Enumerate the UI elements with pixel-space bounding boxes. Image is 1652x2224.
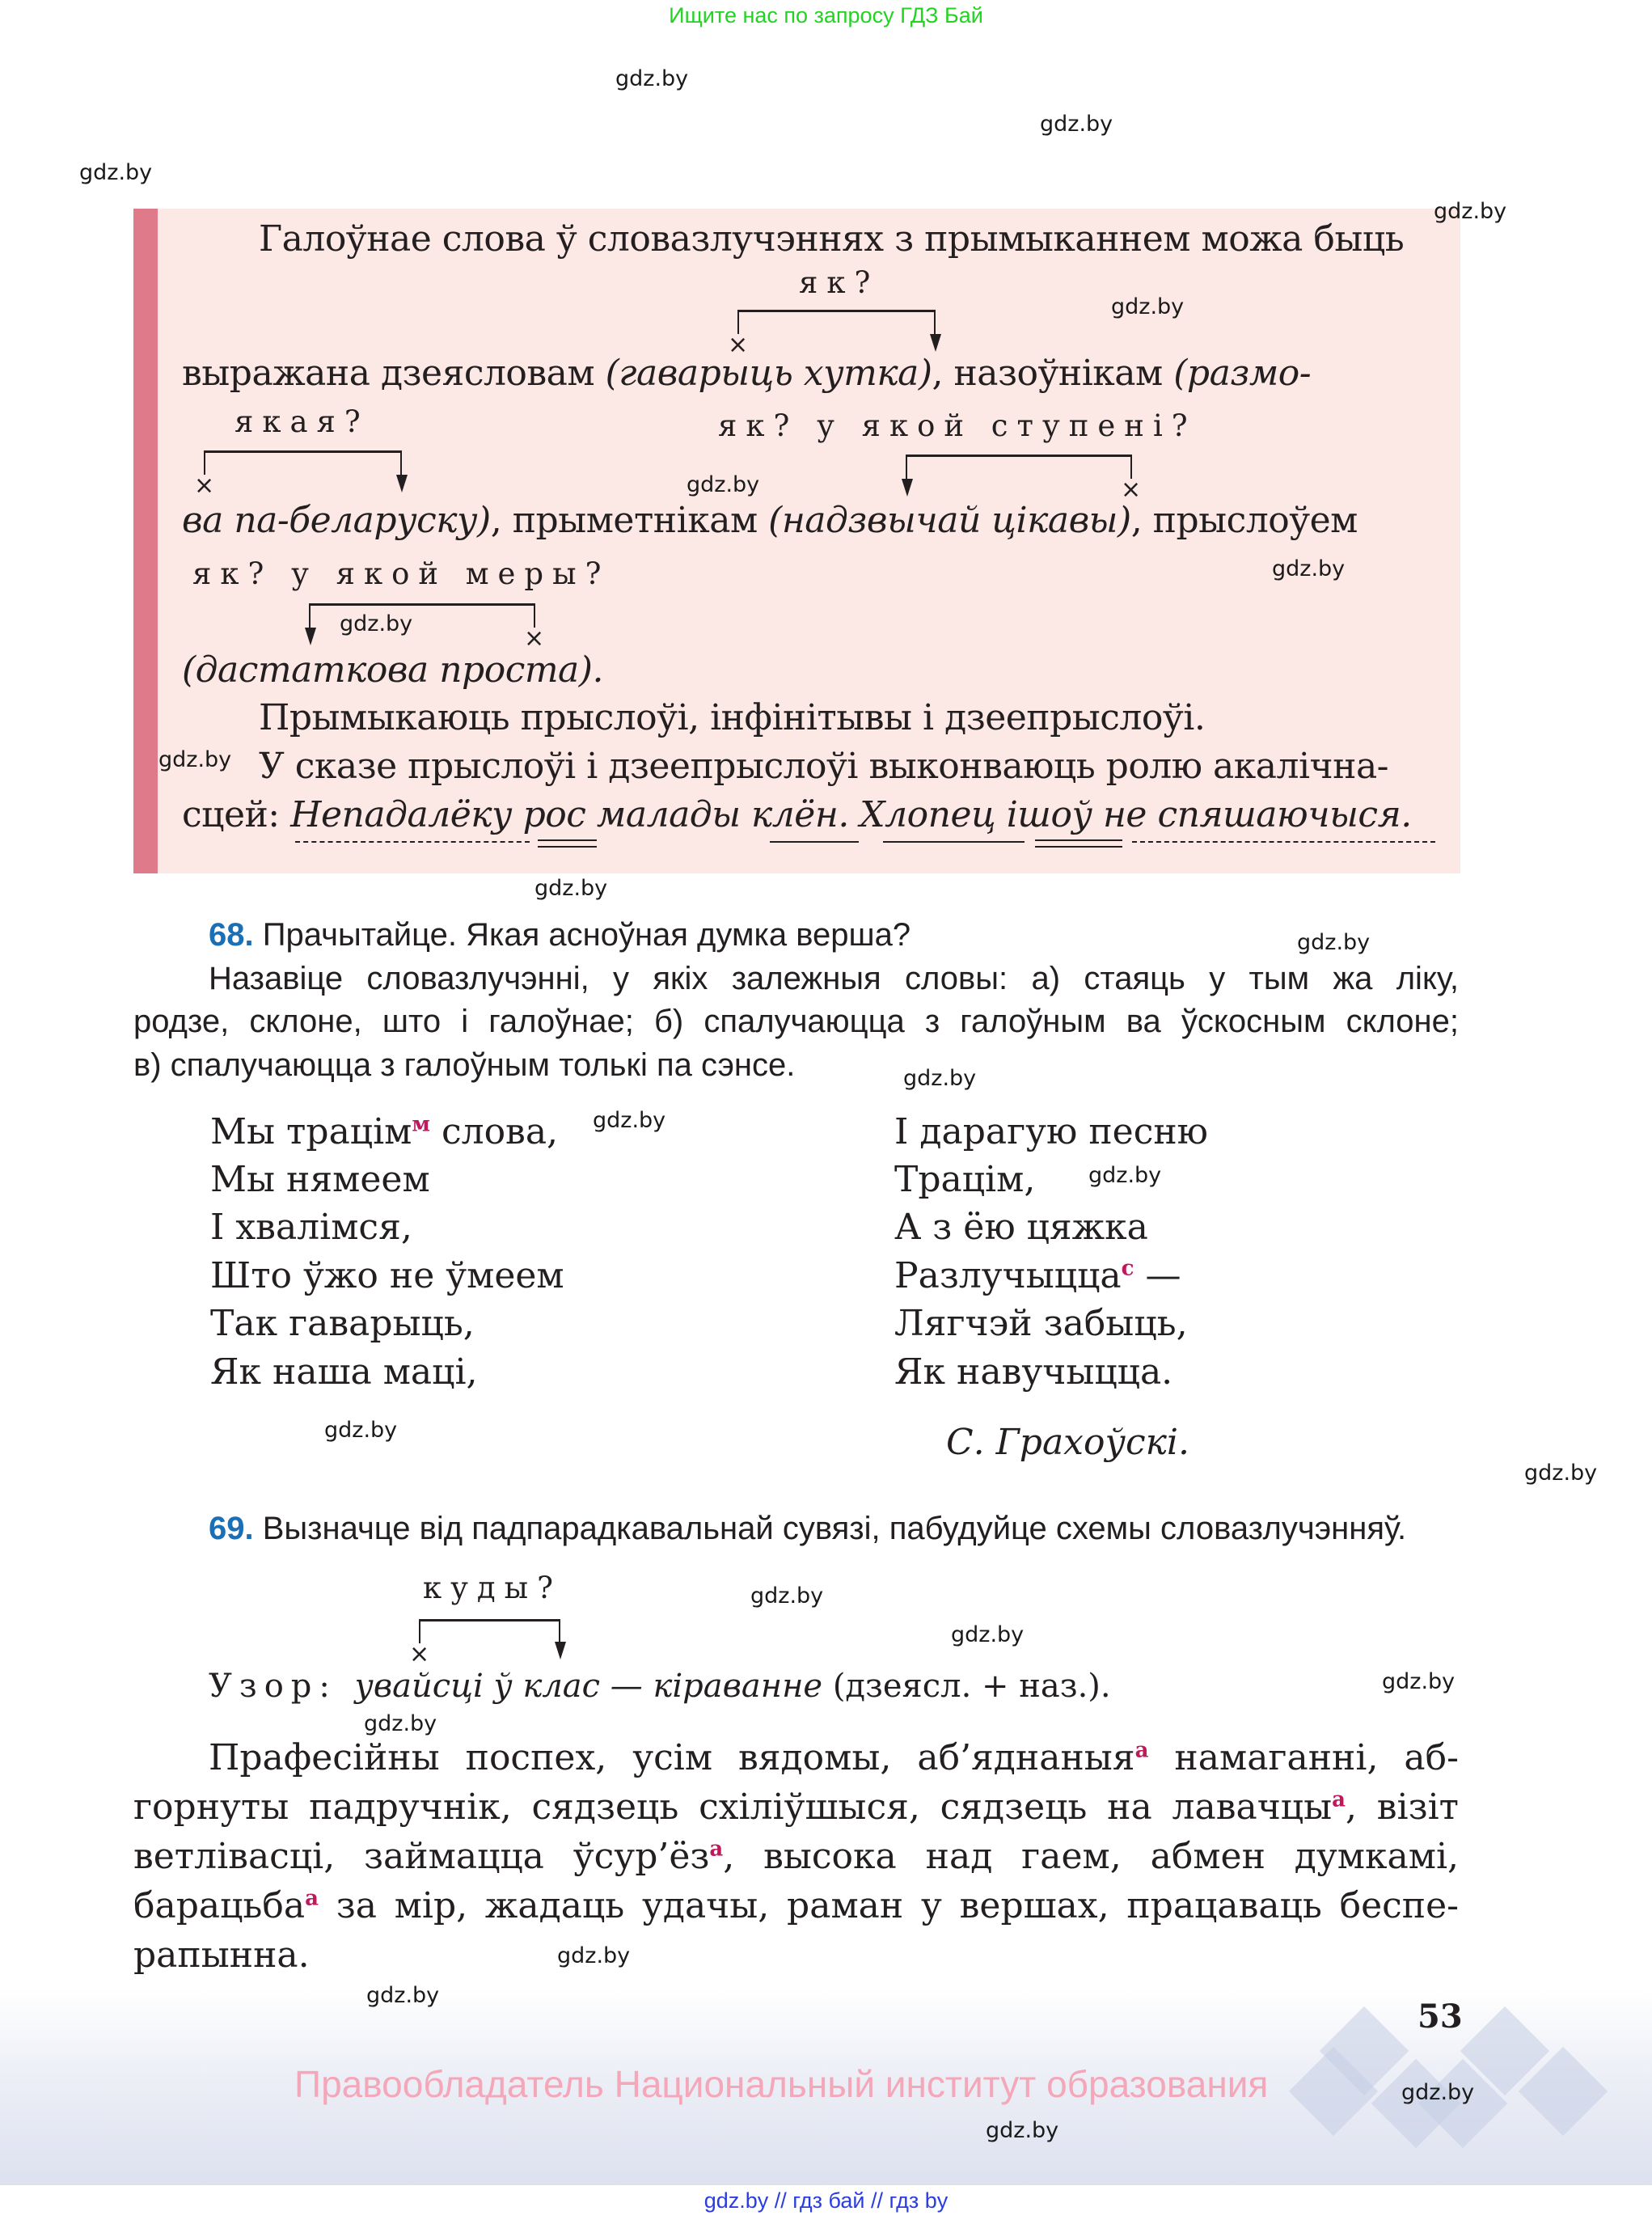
stress-mark: а [1134,1738,1149,1763]
schema-arc [419,1619,560,1621]
arrow-down-icon [305,628,316,645]
watermark: gdz.by [1111,294,1185,319]
watermark: gdz.by [615,66,689,91]
arrow-down-icon [396,475,408,493]
poem-line: Трацім, [894,1159,1036,1200]
example-italic: (надзвычай цікавы) [768,500,1131,541]
poem-line: Так гаварыць, [210,1303,475,1344]
watermark: gdz.by [79,160,153,185]
poem-line [894,1255,1181,1296]
poem-line: Як навучыцца. [894,1351,1173,1393]
poem-line: І дарагую песню [894,1111,1208,1152]
poem-line: Што ўжо не ўмеем [210,1255,564,1296]
watermark: gdz.by [340,611,413,636]
exercise-68-task-line: в) спалучаюцца з галоўным толькі па сэнсе. [133,1047,796,1083]
watermark: gdz.by [324,1418,398,1443]
stress-mark: а [1332,1787,1346,1812]
stress-mark: а [305,1886,319,1911]
question-label: як? [799,265,880,300]
underline-subject [770,841,859,843]
watermark: gdz.by [1297,930,1371,955]
copyright-notice: Правообладатель Национальный институт образования [294,2063,1269,2105]
watermark: gdz.by [903,1066,977,1091]
question-label: куды? [423,1571,562,1605]
question-label: якая? [234,404,370,439]
rule-line-3 [182,500,1358,541]
rule-line-4: (дастаткова проста). [182,649,603,691]
stress-mark: м [412,1112,430,1137]
question-label: як? у якой ступені? [718,408,1197,443]
poem-line: Лягчэй забыць, [894,1303,1188,1344]
text: , візіт [1345,1786,1459,1828]
text: горнуты падручнік, сядзець схіліўшыся, сядзець на лавачцы [133,1786,1333,1828]
sample-italic: увайсці ў клас — кіраванне [354,1668,823,1705]
cross-icon: × [728,331,749,359]
watermark: gdz.by [366,1983,440,2008]
poem-line: І хвалімся, [210,1207,412,1248]
watermark: gdz.by [1434,199,1507,224]
arrow-down-icon [902,479,913,497]
text: , прыметнікам [490,500,769,541]
watermark: gdz.by [986,2118,1059,2143]
example-sentences: Непадалёку рос малады клён. Хлопец ішоў не спяшаючыся. [290,794,1412,835]
rule-line-5: Прымыкаюць прыслоўі, інфінітывы і дзеепрыслоўі. [259,697,1206,738]
underline-adverbial [1132,841,1435,843]
watermark: gdz.by [1401,2080,1475,2105]
underline-predicate [538,839,597,848]
exercise-69-line [133,1885,1459,1926]
rule-line-7 [182,794,1412,835]
example-italic: ва па-беларуску) [182,500,491,541]
exercise-title: Вызначце від падпарадкавальнай сувязі, пабудуйце схемы словазлучэнняў. [262,1511,1407,1546]
text: Мы трацім [210,1111,412,1152]
exercise-69-line [133,1836,1459,1877]
stress-mark: а [709,1837,724,1862]
rule-line-1: Галоўнае слова ў словазлучэннях з прымыканнем можа быць [259,218,1405,260]
poem-line: Мы нямеем [210,1159,430,1200]
exercise-68-task-line: родзе, склоне, што і галоўнае; б) спалучаюцца з галоўным ва ўскосным склоне; [133,1004,1459,1039]
cross-icon: × [1121,476,1142,504]
arrow-down-icon [555,1642,566,1660]
schema-arc [737,310,936,312]
poem-line [210,1111,558,1152]
schema-arc [906,455,1132,457]
cross-icon: × [409,1640,430,1668]
exercise-69-line [133,1786,1459,1828]
text: сцей: [182,794,291,835]
text: , назоўнікам [932,353,1174,394]
watermark: gdz.by [364,1711,437,1736]
exercise-number: 68. [209,917,254,953]
watermark: gdz.by [158,747,232,772]
text: намаганні, аб- [1148,1737,1459,1778]
rule-line-6: У сказе прыслоўі і дзеепрыслоўі выконваюць ролю акалічна- [259,746,1389,787]
text: , прыслоўем [1130,500,1358,541]
example-italic: (гаварыць хутка) [605,353,932,394]
top-banner[interactable]: Ищите нас по запросу ГДЗ Бай [669,3,983,27]
sample-line [209,1668,1111,1705]
poem-author: С. Грахоўскі. [946,1422,1189,1463]
arrow-down-icon [930,334,941,352]
watermark: gdz.by [951,1622,1025,1647]
text: — [1134,1255,1181,1296]
exercise-title: Прачытайце. Якая асноўная думка верша? [262,917,911,953]
text: , высока над гаем, абмен думкамі, [723,1836,1460,1877]
text: выражана дзеясловам [182,353,606,394]
bottom-links[interactable]: gdz.by // гдз бай // гдз by [703,2188,949,2213]
exercise-69-line: рапынна. [133,1934,310,1976]
watermark: gdz.by [687,472,760,497]
text: (дзеясл. + наз.). [822,1668,1111,1705]
watermark: gdz.by [750,1583,824,1609]
text: барацьба [133,1885,306,1926]
watermark: gdz.by [1524,1461,1598,1486]
question-label: як? у якой меры? [192,556,611,591]
poem-line: А з ёю цяжка [894,1207,1148,1248]
watermark: gdz.by [593,1108,666,1133]
schema-arc [309,603,535,606]
watermark: gdz.by [1382,1669,1456,1694]
watermark: gdz.by [534,876,608,901]
text: Разлучыцца [894,1255,1122,1296]
sample-label: Узор: [209,1668,355,1705]
underline-predicate [1035,839,1122,848]
cross-icon: × [194,471,215,500]
watermark: gdz.by [1272,556,1346,581]
rule-line-2 [182,353,1311,394]
schema-arc [204,450,402,453]
poem-line: Як наша маці, [210,1351,478,1393]
text: за мір, жадаць удачы, раман у вершах, працаваць беспе- [318,1885,1459,1926]
text: ветлівасці, займацца ўсур’ёз [133,1836,710,1877]
example-italic: (размо- [1173,353,1312,394]
watermark: gdz.by [557,1943,631,1968]
text: Прафесійны поспех, усім вядомы, аб’яднаныя [209,1737,1135,1778]
page-number: 53 [1418,1998,1463,2036]
underline-adverbial [295,841,530,843]
underline-subject [883,841,1025,843]
exercise-69-line [209,1737,1459,1778]
rule-accent-bar [133,209,158,873]
text: слова, [429,1111,559,1152]
cross-icon: × [524,624,545,653]
watermark: gdz.by [1040,112,1113,137]
stress-mark: с [1121,1256,1134,1281]
watermark: gdz.by [1088,1163,1162,1188]
exercise-68-task-line: Назавіце словазлучэнні, у якіх залежныя словы: а) стаяць у тым жа ліку, [209,961,1459,996]
exercise-69-heading [209,1511,1406,1547]
exercise-68-heading [209,917,911,953]
exercise-number: 69. [209,1511,254,1546]
